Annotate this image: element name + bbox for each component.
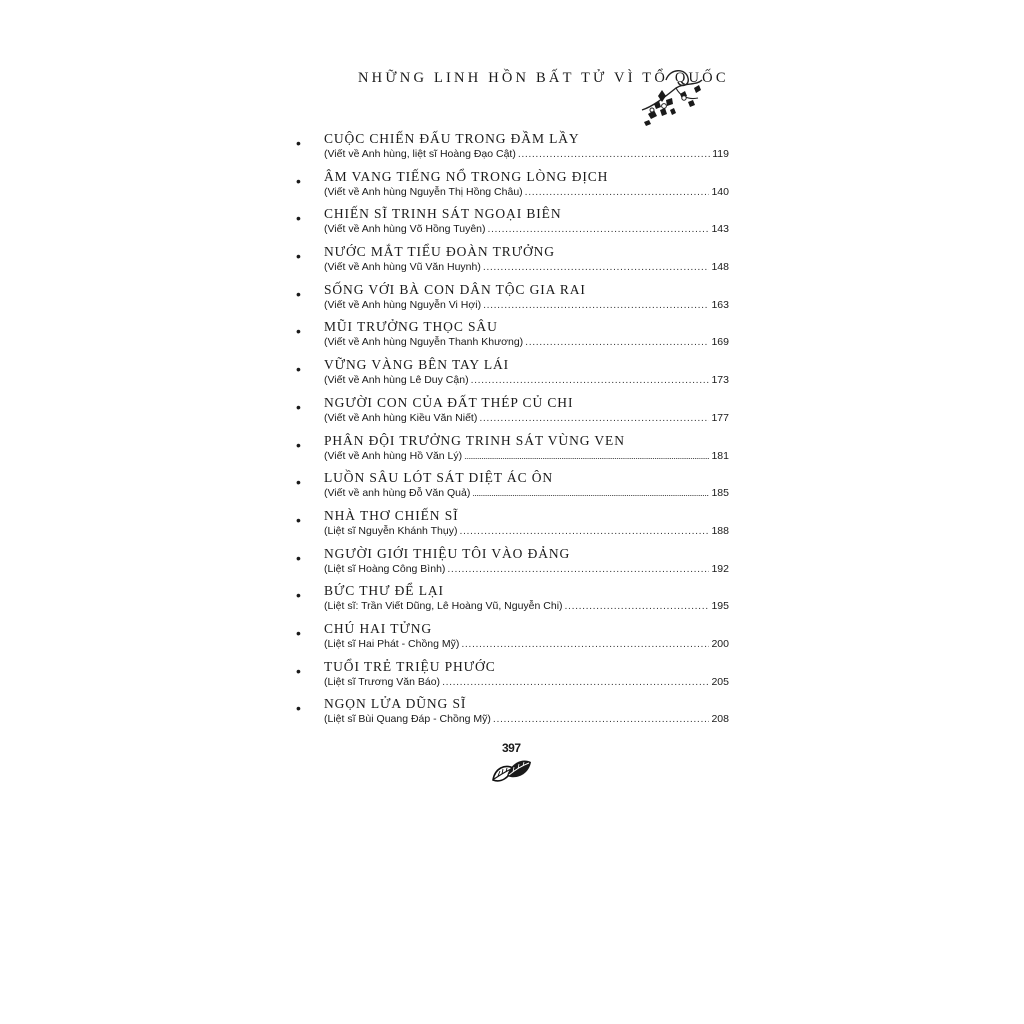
dot-leader bbox=[472, 488, 709, 498]
entry-subtitle-row bbox=[324, 676, 729, 688]
dot-leader bbox=[518, 148, 710, 160]
entry-subtitle-row bbox=[324, 336, 729, 348]
entry-subtitle-row bbox=[324, 148, 729, 160]
bullet-icon: • bbox=[296, 135, 301, 151]
bullet-icon: • bbox=[296, 323, 301, 340]
entry-subtitle-row bbox=[324, 261, 729, 273]
bullet-icon: • bbox=[296, 700, 301, 717]
bullet-icon: • bbox=[296, 361, 301, 378]
entry-page: 181 bbox=[711, 449, 729, 462]
entry-subtitle-row bbox=[324, 563, 729, 575]
entry-page: 148 bbox=[711, 261, 729, 274]
entry-subtitle: (Liệt sĩ Nguyễn Khánh Thụy) bbox=[324, 524, 458, 537]
entry-title: PHÂN ĐỘI TRƯỞNG TRINH SÁT VÙNG VEN bbox=[324, 432, 625, 448]
dot-leader bbox=[442, 676, 709, 688]
entry-subtitle-row bbox=[324, 525, 729, 537]
bullet-icon: • bbox=[296, 587, 301, 604]
entry-subtitle: (Viết về Anh hùng Kiều Văn Niết) bbox=[324, 411, 478, 424]
entry-page: 173 bbox=[711, 374, 729, 387]
entry-page: 169 bbox=[711, 336, 729, 349]
entry-subtitle-row bbox=[324, 299, 729, 311]
dot-leader bbox=[525, 336, 709, 348]
dot-leader bbox=[471, 374, 710, 386]
entry-subtitle: (Liệt sĩ: Trần Viết Dũng, Lê Hoàng Vũ, Nguyễn Chi) bbox=[324, 600, 563, 613]
bullet-icon: • bbox=[296, 549, 301, 566]
toc-entry bbox=[292, 507, 732, 545]
dot-leader bbox=[479, 412, 709, 424]
entry-subtitle-row bbox=[324, 374, 729, 386]
entry-subtitle-row bbox=[324, 638, 729, 650]
toc-entry bbox=[292, 695, 732, 733]
entry-title: LUỒN SÂU LÓT SÁT DIỆT ÁC ÔN bbox=[324, 470, 554, 486]
bullet-icon: • bbox=[296, 248, 301, 265]
entry-title: NHÀ THƠ CHIẾN SĨ bbox=[324, 507, 459, 523]
entry-page: 200 bbox=[711, 637, 729, 650]
leaf-pair-icon bbox=[489, 756, 533, 786]
entry-subtitle: (Viết về Anh hùng Vũ Văn Huynh) bbox=[324, 261, 481, 274]
bullet-icon: • bbox=[296, 210, 301, 227]
dot-leader bbox=[488, 223, 710, 235]
toc-entry bbox=[292, 168, 732, 206]
entry-subtitle-row bbox=[324, 186, 729, 198]
entry-page: 143 bbox=[711, 223, 729, 236]
entry-page: 177 bbox=[711, 411, 729, 424]
entry-page: 119 bbox=[712, 148, 729, 160]
dot-leader bbox=[483, 261, 710, 273]
entry-title: ÂM VANG TIẾNG NỔ TRONG LÒNG ĐỊCH bbox=[324, 168, 609, 184]
entry-title: NGƯỜI CON CỦA ĐẤT THÉP CỦ CHI bbox=[324, 394, 574, 410]
entry-page: 195 bbox=[711, 600, 729, 613]
entry-subtitle: (Liệt sĩ Trương Văn Báo) bbox=[324, 675, 441, 688]
entry-subtitle: (Viết về Anh hùng, liệt sĩ Hoàng Đạo Cật) bbox=[324, 148, 516, 160]
entry-subtitle: (Liệt sĩ Hai Phát - Chồng Mỹ) bbox=[324, 637, 460, 650]
entry-title: SỐNG VỚI BÀ CON DÂN TỘC GIA RAI bbox=[324, 281, 586, 297]
bullet-icon: • bbox=[296, 172, 301, 189]
dot-leader bbox=[493, 713, 710, 725]
toc-entry bbox=[292, 582, 732, 620]
toc-entry bbox=[292, 205, 732, 243]
entry-page: 188 bbox=[711, 524, 729, 537]
running-title: NHỮNG LINH HỒN BẤT TỬ VÌ TỔ QUỐC bbox=[358, 70, 729, 86]
toc-entry bbox=[292, 545, 732, 583]
entry-subtitle: (Viết về anh hùng Đỗ Văn Quả) bbox=[324, 487, 471, 500]
entry-subtitle: (Viết về Anh hùng Võ Hồng Tuyên) bbox=[324, 223, 486, 236]
entry-subtitle: (Viết về Anh hùng Nguyễn Thanh Khương) bbox=[324, 336, 524, 349]
entry-subtitle: (Liệt sĩ Hoàng Công Bình) bbox=[324, 562, 446, 575]
toc-entry bbox=[292, 243, 732, 281]
entry-subtitle-row bbox=[324, 600, 729, 612]
entry-page: 208 bbox=[711, 713, 729, 726]
entry-title: NƯỚC MẮT TIỂU ĐOÀN TRƯỞNG bbox=[324, 244, 555, 260]
entry-page: 192 bbox=[711, 562, 729, 575]
bullet-icon: • bbox=[296, 398, 301, 415]
bullet-icon: • bbox=[296, 662, 301, 679]
toc-entry bbox=[292, 356, 732, 394]
dot-leader bbox=[565, 600, 710, 612]
toc-entry bbox=[292, 658, 732, 696]
entry-subtitle-row bbox=[324, 450, 729, 462]
entry-title: NGỌN LỬA DŨNG SĨ bbox=[324, 696, 467, 712]
toc-entry bbox=[292, 281, 732, 319]
toc-entry bbox=[292, 469, 732, 507]
bullet-icon: • bbox=[296, 474, 301, 491]
entry-title: NGƯỜI GIỚI THIỆU TÔI VÀO ĐẢNG bbox=[324, 545, 571, 561]
table-of-contents bbox=[292, 130, 732, 733]
entry-title: VỮNG VÀNG BÊN TAY LÁI bbox=[324, 357, 510, 373]
bullet-icon: • bbox=[296, 624, 301, 641]
entry-subtitle: (Liệt sĩ Bùi Quang Đáp - Chồng Mỹ) bbox=[324, 713, 491, 726]
entry-title: CHÚ HAI TỬNG bbox=[324, 620, 433, 636]
toc-entry bbox=[292, 318, 732, 356]
entry-subtitle: (Viết về Anh hùng Nguyễn Vi Hợi) bbox=[324, 298, 482, 311]
dot-leader bbox=[461, 638, 709, 650]
dot-leader bbox=[525, 186, 710, 198]
toc-entry bbox=[292, 394, 732, 432]
entry-title: BỨC THƯ ĐỂ LẠI bbox=[324, 583, 444, 599]
entry-title: CHIẾN SĨ TRINH SÁT NGOẠI BIÊN bbox=[324, 206, 562, 222]
toc-entry bbox=[292, 130, 732, 168]
entry-title: TUỔI TRẺ TRIỆU PHƯỚC bbox=[324, 658, 496, 674]
dot-leader bbox=[459, 525, 709, 537]
entry-subtitle: (Viết về Anh hùng Nguyễn Thị Hồng Châu) bbox=[324, 185, 523, 198]
entry-subtitle: (Viết về Anh hùng Hồ Văn Lý) bbox=[324, 449, 463, 462]
entry-subtitle-row bbox=[324, 713, 729, 725]
toc-entry bbox=[292, 432, 732, 470]
entry-subtitle: (Viết về Anh hùng Lê Duy Cận) bbox=[324, 374, 469, 387]
dot-leader bbox=[447, 563, 709, 575]
entry-subtitle-row bbox=[324, 487, 729, 499]
bullet-icon: • bbox=[296, 511, 301, 528]
dot-leader bbox=[483, 299, 709, 311]
toc-entry bbox=[292, 620, 732, 658]
entry-title: CUỘC CHIẾN ĐẤU TRONG ĐẦM LẦY bbox=[324, 131, 580, 146]
entry-title: MŨI TRƯỞNG THỌC SÂU bbox=[324, 319, 498, 335]
dot-leader bbox=[464, 451, 709, 461]
bullet-icon: • bbox=[296, 285, 301, 302]
floral-vine-icon bbox=[636, 66, 708, 128]
entry-subtitle-row bbox=[324, 412, 729, 424]
entry-page: 185 bbox=[711, 487, 729, 500]
bullet-icon: • bbox=[296, 436, 301, 453]
entry-page: 205 bbox=[711, 675, 729, 688]
entry-page: 163 bbox=[711, 298, 729, 311]
page-number: 397 bbox=[502, 741, 521, 755]
entry-subtitle-row bbox=[324, 223, 729, 235]
entry-page: 140 bbox=[711, 185, 729, 198]
